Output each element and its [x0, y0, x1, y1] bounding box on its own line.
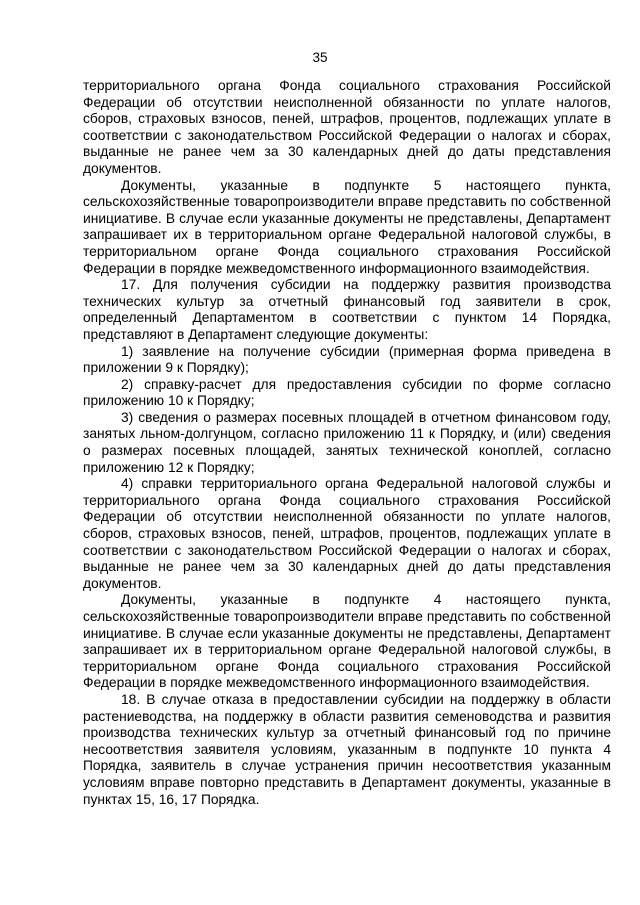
paragraph-documents-note-2: Документы, указанные в подпункте 4 настоящего пункта, сельскохозяйственные товаропроизводители вправе представить по собственной инициативе. В случае если указанные документы не представлены, Департамент запрашивает их в территориальном органе Федеральной налоговой службы, в территориальном органе Фонда социального страхования Российской Федерации в порядке межведомственного информационного взаимодействия. — [83, 592, 611, 691]
list-item-3: 3) сведения о размерах посевных площадей в отчетном финансовом году, занятых льном-долгунцом, согласно приложению 11 к Порядку, и (или) сведения о размерах посевных площадей, занятых технической коноплей, согласно приложению 12 к Порядку; — [83, 409, 611, 475]
paragraph-item-18: 18. В случае отказа в предоставлении субсидии на поддержку в области растениеводства, на поддержку в области развития семеноводства и развития производства технических культур за отчетный финансовый год по причине несоответствия заявителя условиям, указанным в подпункте 10 пункта 4 Порядка, заявитель в случае устранения причин несоответствия указанным условиям вправе повторно представить в Департамент документы, указанные в пунктах 15, 16, 17 Порядка. — [83, 691, 611, 807]
list-item-1: 1) заявление на получение субсидии (примерная форма приведена в приложении 9 к Порядку); — [83, 343, 611, 376]
list-item-2: 2) справку-расчет для предоставления субсидии по форме согласно приложению 10 к Порядку; — [83, 376, 611, 409]
paragraph-documents-note-1: Документы, указанные в подпункте 5 настоящего пункта, сельскохозяйственные товаропроизводители вправе представить по собственной инициативе. В случае если указанные документы не представлены, Департамент запрашивает их в территориальном органе Федеральной налоговой службы, в территориальном органе Фонда социального страхования Российской Федерации в порядке межведомственного информационного взаимодействия. — [83, 177, 611, 276]
document-body — [83, 78, 611, 808]
paragraph-continuation: территориального органа Фонда социального страхования Российской Федерации об отсутствии неисполненной обязанности по уплате налогов, сборов, страховых взносов, пеней, штрафов, процентов, подлежащих уплате в соответствии с законодательством Российской Федерации о налогах и сборах, выданные не ранее чем за 30 календарных дней до даты представления документов. — [83, 78, 611, 176]
paragraph-item-17: 17. Для получения субсидии на поддержку развития производства технических культур за отчетный финансовый год заявители в срок, определенный Департаментом в соответствии с пунктом 14 Порядка, представляют в Департамент следующие документы: — [83, 277, 611, 342]
page-number: 35 — [312, 50, 328, 65]
list-item-4: 4) справки территориального органа Федеральной налоговой службы и территориального органа Фонда социального страхования Российской Федерации об отсутствии неисполненной обязанности по уплате налогов, сборов, страховых взносов, пеней, штрафов, процентов, подлежащих уплате в соответствии с законодательством Российской Федерации о налогах и сборах, выданные не ранее чем за 30 календарных дней до даты представления документов. — [83, 476, 611, 591]
